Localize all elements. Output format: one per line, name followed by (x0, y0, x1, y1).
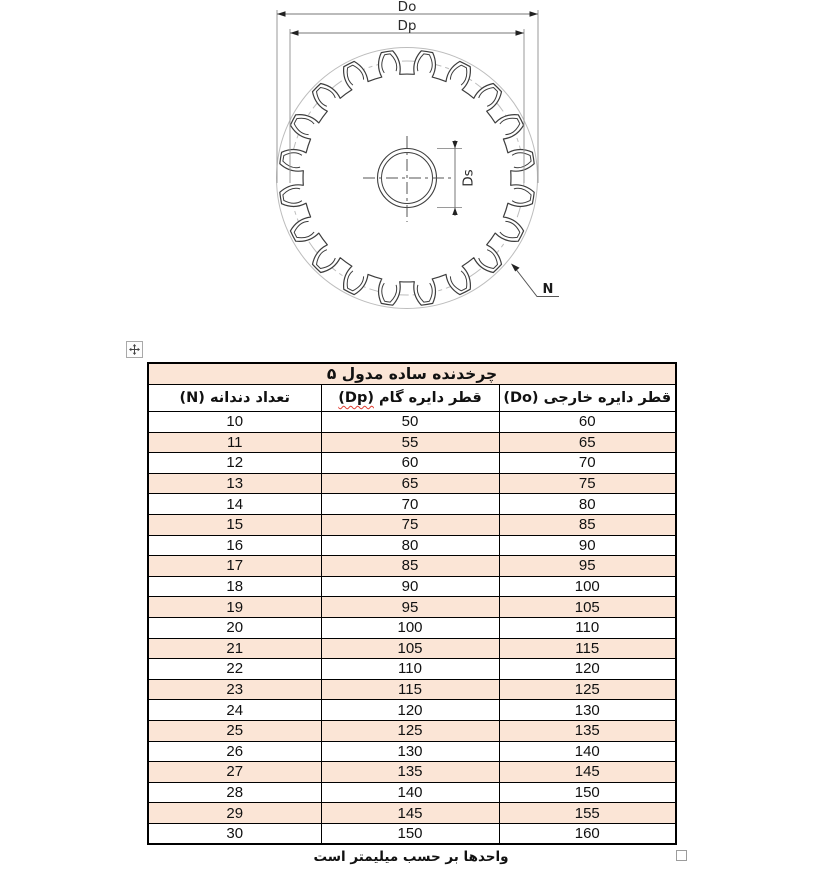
dp-label: Dp (397, 18, 417, 34)
table-row (148, 741, 676, 762)
table-row (148, 803, 676, 824)
gear-technical-drawing (0, 0, 830, 340)
table-cell: 75 (321, 514, 499, 535)
table-cell: 26 (148, 741, 321, 762)
table-cell: 85 (499, 514, 676, 535)
column-header-label: تعداد دندانه (210, 390, 290, 406)
table-title-row (148, 363, 676, 385)
table-cell: 17 (148, 556, 321, 577)
table-cell: 13 (148, 473, 321, 494)
table-cell: 12 (148, 453, 321, 474)
gear-table (147, 362, 677, 845)
table-cell: 30 (148, 823, 321, 844)
table-cell: 160 (499, 823, 676, 844)
table-row (148, 638, 676, 659)
table-cell: 105 (321, 638, 499, 659)
table-cell: 125 (321, 720, 499, 741)
table-cell: 65 (321, 473, 499, 494)
table-cell: 60 (499, 412, 676, 433)
table-cell: 70 (321, 494, 499, 515)
table-cell: 14 (148, 494, 321, 515)
table-cell: 90 (321, 576, 499, 597)
table-cell: 23 (148, 679, 321, 700)
table-cell: 11 (148, 432, 321, 453)
table-cell: 130 (499, 700, 676, 721)
table-cell: 70 (499, 453, 676, 474)
table-row (148, 679, 676, 700)
do-label: Do (397, 0, 417, 15)
table-cell: 115 (499, 638, 676, 659)
table-row (148, 473, 676, 494)
table-cell: 145 (499, 762, 676, 783)
column-header (148, 385, 321, 412)
table-cell: 145 (321, 803, 499, 824)
table-cell: 60 (321, 453, 499, 474)
table-row (148, 823, 676, 844)
table-cell: 95 (499, 556, 676, 577)
table-cell: 25 (148, 720, 321, 741)
units-note: واحدها بر حسب میلیمتر است (313, 849, 509, 865)
table-title-cell: چرخدنده ساده مدول ۵ (148, 363, 676, 385)
table-cell: 120 (499, 659, 676, 680)
table-row (148, 453, 676, 474)
column-header (499, 385, 676, 412)
table-cell: 80 (499, 494, 676, 515)
table-row (148, 535, 676, 556)
dp-arrow-right (516, 30, 525, 35)
table-cell: 95 (321, 597, 499, 618)
table-header-row (148, 385, 676, 412)
table-cell: 18 (148, 576, 321, 597)
table-cell: 21 (148, 638, 321, 659)
table-cell: 80 (321, 535, 499, 556)
table-cell: 100 (499, 576, 676, 597)
table-cell: 100 (321, 617, 499, 638)
table-cell: 28 (148, 782, 321, 803)
table-row (148, 762, 676, 783)
dp-arrow-left (290, 30, 299, 35)
do-arrow-left (277, 11, 286, 16)
table-cell: 140 (321, 782, 499, 803)
do-arrow-right (530, 11, 539, 16)
table-row (148, 720, 676, 741)
table-cell: 120 (321, 700, 499, 721)
column-header (321, 385, 499, 412)
table-row (148, 700, 676, 721)
ds-label: Ds (460, 169, 477, 187)
table-cell: 19 (148, 597, 321, 618)
table-row (148, 412, 676, 433)
column-header-label: قطر دایره خارجی (543, 390, 672, 406)
table-row (148, 494, 676, 515)
move-arrows-icon (129, 344, 140, 355)
table-cell: 135 (321, 762, 499, 783)
table-cell: 65 (499, 432, 676, 453)
table-cell: 16 (148, 535, 321, 556)
table-row (148, 432, 676, 453)
column-header-symbol: (Do) (503, 390, 539, 406)
table-cell: 105 (499, 597, 676, 618)
table-cell: 24 (148, 700, 321, 721)
table-cell: 150 (321, 823, 499, 844)
table-row (148, 659, 676, 680)
table-cell: 55 (321, 432, 499, 453)
table-cell: 115 (321, 679, 499, 700)
table-resize-handle[interactable] (676, 850, 687, 861)
n-leader-arrow (511, 264, 520, 272)
table-cell: 22 (148, 659, 321, 680)
table-move-handle[interactable] (126, 341, 143, 358)
table-row (148, 514, 676, 535)
table-cell: 10 (148, 412, 321, 433)
table-row (148, 576, 676, 597)
table-row (148, 556, 676, 577)
table-cell: 75 (499, 473, 676, 494)
table-cell: 150 (499, 782, 676, 803)
column-header-label: قطر دایره گام (379, 390, 482, 406)
teeth-count-callout (511, 264, 559, 298)
gear-table-body (148, 412, 676, 845)
table-row (148, 597, 676, 618)
column-header-symbol: (Dp) (338, 390, 374, 406)
table-cell: 29 (148, 803, 321, 824)
table-row (148, 617, 676, 638)
table-cell: 130 (321, 741, 499, 762)
table-cell: 85 (321, 556, 499, 577)
table-row (148, 782, 676, 803)
gear-drawing-svg (0, 0, 830, 340)
table-cell: 155 (499, 803, 676, 824)
table-cell: 15 (148, 514, 321, 535)
table-cell: 27 (148, 762, 321, 783)
table-cell: 140 (499, 741, 676, 762)
table-cell: 50 (321, 412, 499, 433)
table-cell: 20 (148, 617, 321, 638)
table-cell: 110 (321, 659, 499, 680)
table-cell: 110 (499, 617, 676, 638)
table-cell: 125 (499, 679, 676, 700)
n-label: N (542, 282, 554, 297)
table-cell: 135 (499, 720, 676, 741)
table-cell: 90 (499, 535, 676, 556)
column-header-symbol: (N) (179, 390, 205, 406)
